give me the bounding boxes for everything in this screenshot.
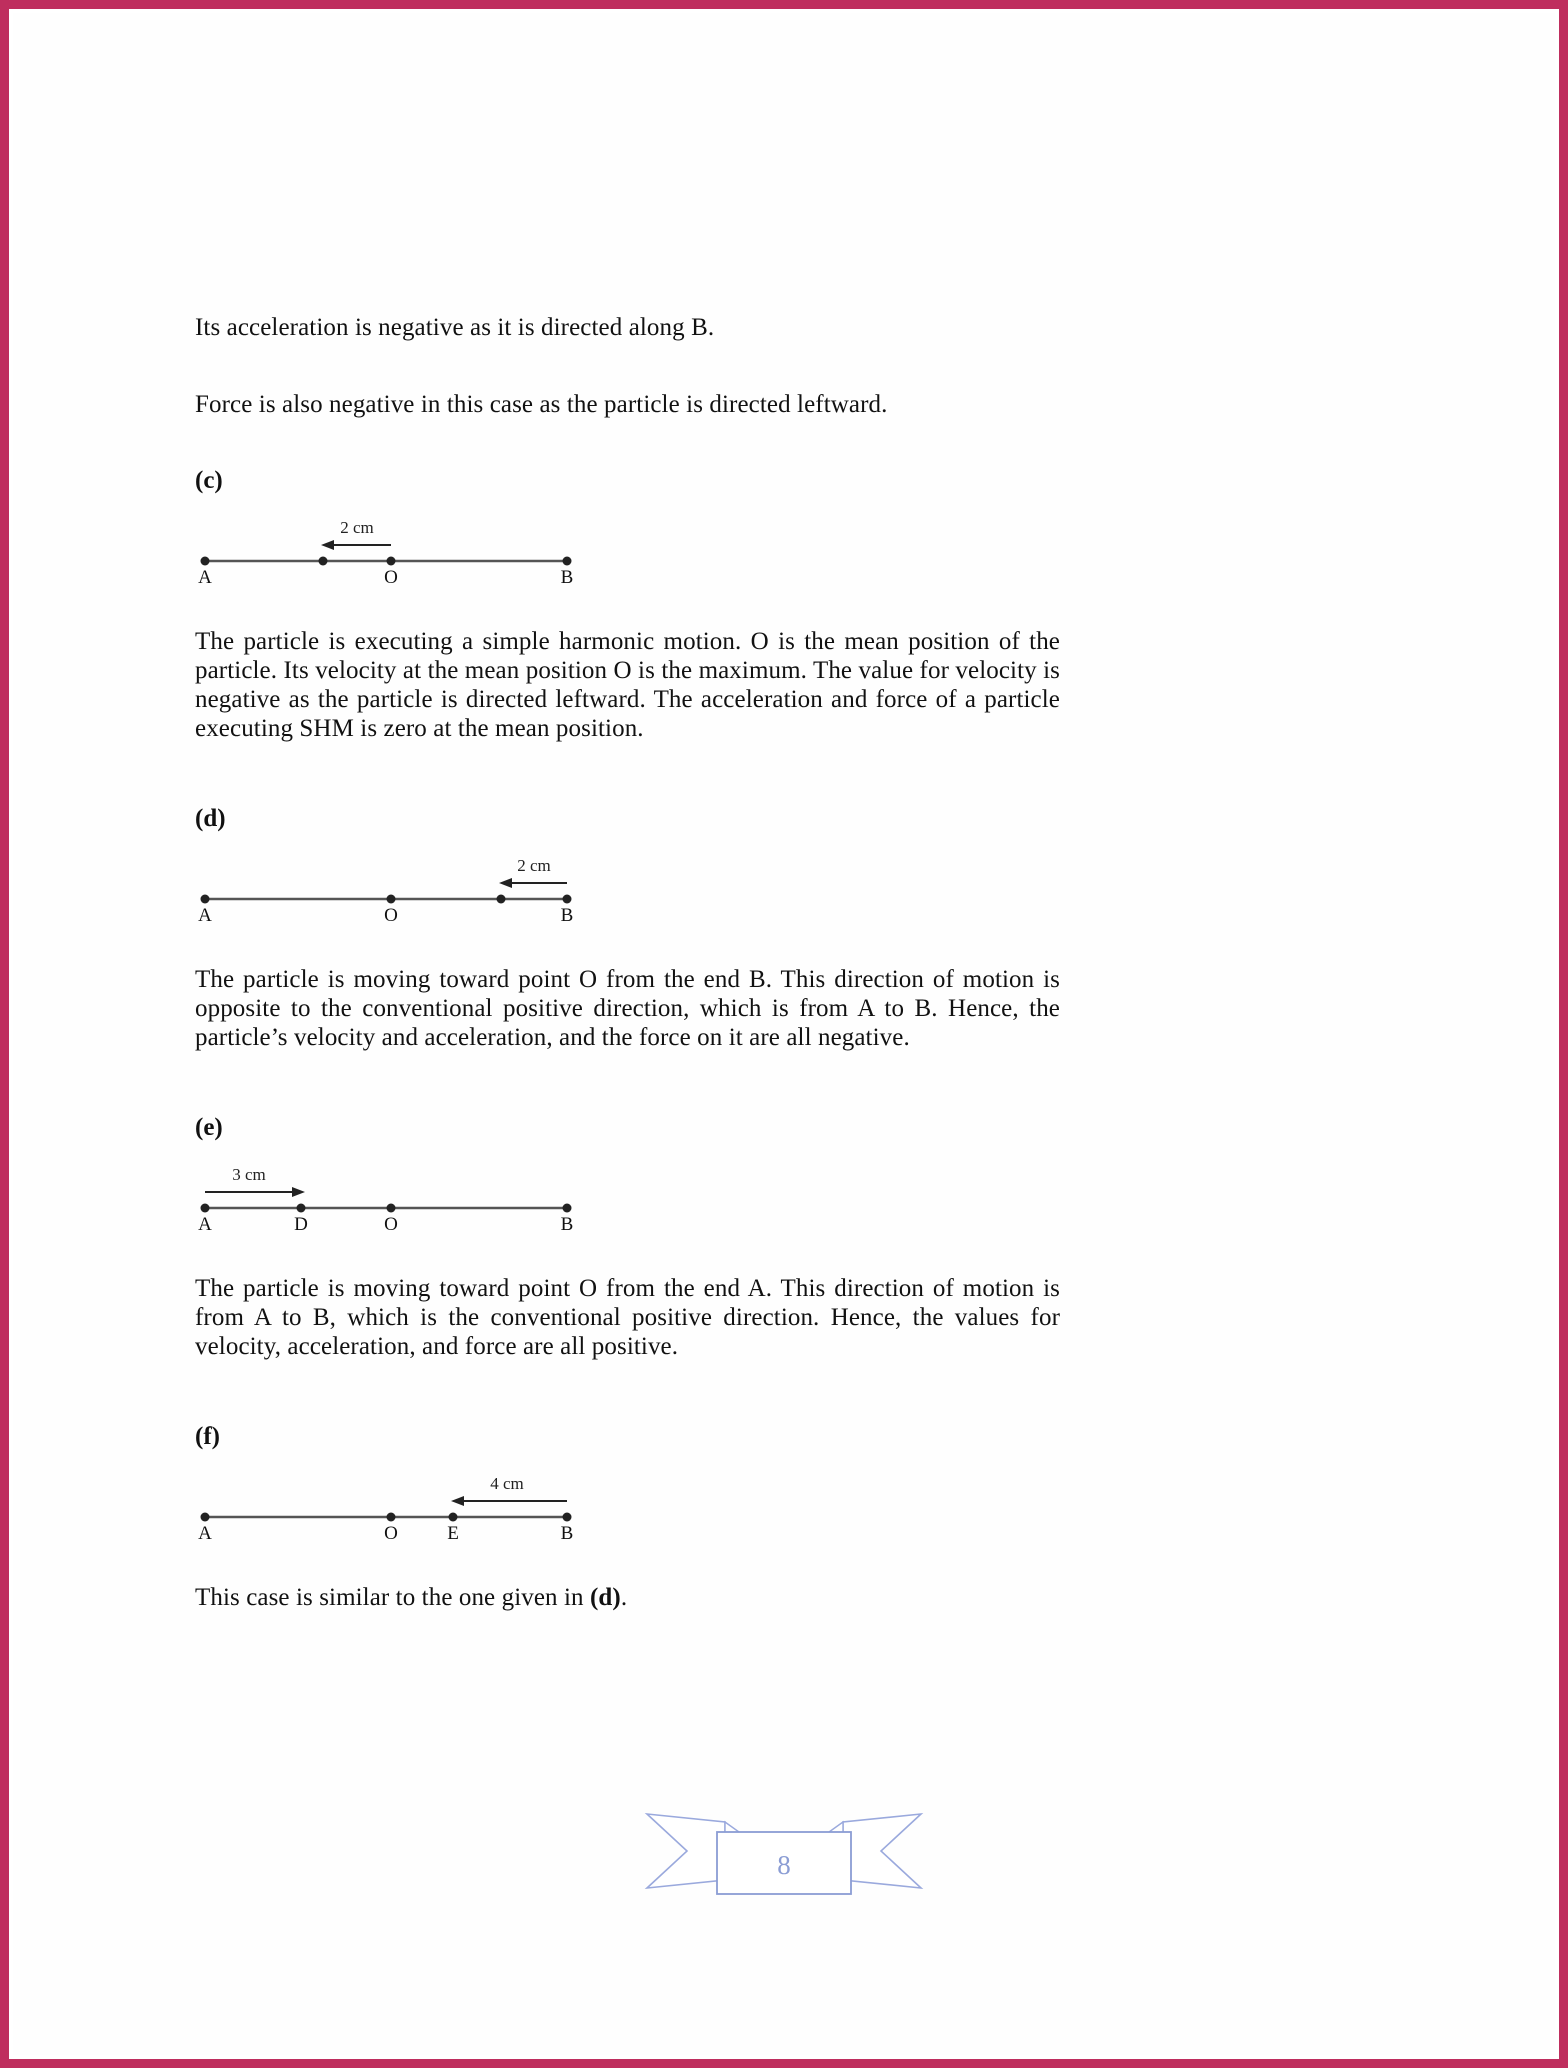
point-D-marker [297, 1204, 306, 1213]
diagram-e [195, 1152, 595, 1240]
point-label-B: B [560, 1214, 574, 1235]
point-label-A: A [198, 905, 212, 926]
page-inner-frame [9, 9, 1559, 2059]
measure-label: 2 cm [340, 518, 374, 537]
spacer [195, 1549, 1060, 1583]
measure-arrow-head [292, 1187, 305, 1197]
diagram-e-svg [195, 1152, 595, 1240]
point-A-marker [201, 1513, 210, 1522]
point-O-marker [387, 1513, 396, 1522]
ribbon-svg [639, 1788, 929, 1898]
paragraph-after-d: The particle is moving toward point O from the end B. This direction of motion is opposite to the conventional positive direction, which is from A to B. Hence, the particle’s velocity and acceleration, and the force on it are all negative. [195, 966, 1060, 1051]
scan-watermark-band [133, 1943, 1435, 2033]
point-O-marker [387, 557, 396, 566]
spacer [195, 931, 1060, 965]
measure-arrow-head [321, 540, 334, 550]
measure-label: 4 cm [490, 1474, 524, 1493]
point-label-B: B [560, 1523, 574, 1544]
section-label-e: (e) [195, 1114, 223, 1141]
point-A-marker [201, 557, 210, 566]
paragraph-after-f-prefix: This case is similar to the one given in [195, 1584, 590, 1611]
point-label-O: O [384, 905, 398, 926]
diagram-c-svg [195, 505, 595, 593]
point-label-A: A [198, 1523, 212, 1544]
section-label-f: (f) [195, 1423, 220, 1450]
spacer [195, 419, 1060, 467]
spacer [195, 743, 1060, 805]
spacer [195, 1361, 1060, 1423]
measure-label: 2 cm [517, 856, 551, 875]
spacer [195, 1240, 1060, 1274]
ribbon-right-tail [843, 1814, 921, 1888]
paragraph-after-c: The particle is executing a simple harmonic motion. O is the mean position of the particle. Its velocity at the mean position O is the maximum. The value for velocity is negative as the particle is directed leftward. The acceleration and force of a particle executing SHM is zero at the mean position. [195, 628, 1060, 742]
point-B-marker [563, 1204, 572, 1213]
point-label-B: B [560, 567, 574, 588]
point-label-E: E [447, 1523, 459, 1544]
point-label-O: O [384, 1214, 398, 1235]
point-E-marker [449, 1513, 458, 1522]
page-number: 8 [777, 1850, 791, 1880]
paragraph-after-f [195, 1583, 1060, 1612]
point-label-O: O [384, 567, 398, 588]
page-sheet [13, 13, 1555, 2055]
measure-label: 3 cm [232, 1165, 266, 1184]
spacer [195, 593, 1060, 627]
paragraph-after-f-suffix: . [620, 1584, 628, 1611]
diagram-d [195, 843, 595, 931]
point-B-marker [563, 895, 572, 904]
paragraph-after-f-reference: (d) [590, 1584, 621, 1611]
diagram-f-svg [195, 1461, 595, 1549]
paragraph-after-e: The particle is moving toward point O from the end A. This direction of motion is from A to B, which is the conventional positive direction. Hence, the values for velocity, acceleration, and force are all positive. [195, 1275, 1060, 1360]
point-particle-marker [319, 557, 328, 566]
point-O-marker [387, 895, 396, 904]
diagram-f [195, 1461, 595, 1549]
point-label-A: A [198, 567, 212, 588]
point-A-marker [201, 895, 210, 904]
section-label-c: (c) [195, 467, 223, 494]
point-label-A: A [198, 1214, 212, 1235]
spacer [195, 342, 1060, 390]
point-label-B: B [560, 905, 574, 926]
point-A-marker [201, 1204, 210, 1213]
section-label-d: (d) [195, 805, 226, 832]
point-B-marker [563, 1513, 572, 1522]
spacer [195, 1052, 1060, 1114]
document-content [195, 313, 1060, 1612]
measure-arrow-head [451, 1496, 464, 1506]
paragraph-acceleration: Its acceleration is negative as it is directed along B. [195, 314, 715, 341]
page-number-ribbon [13, 1788, 1555, 1898]
diagram-d-svg [195, 843, 595, 931]
paragraph-force: Force is also negative in this case as the particle is directed leftward. [195, 391, 888, 418]
point-particle-marker [497, 895, 506, 904]
point-label-D: D [294, 1214, 308, 1235]
measure-arrow-head [499, 878, 512, 888]
ribbon-left-tail [647, 1814, 725, 1888]
point-O-marker [387, 1204, 396, 1213]
point-B-marker [563, 557, 572, 566]
point-label-O: O [384, 1523, 398, 1544]
diagram-c [195, 505, 595, 593]
